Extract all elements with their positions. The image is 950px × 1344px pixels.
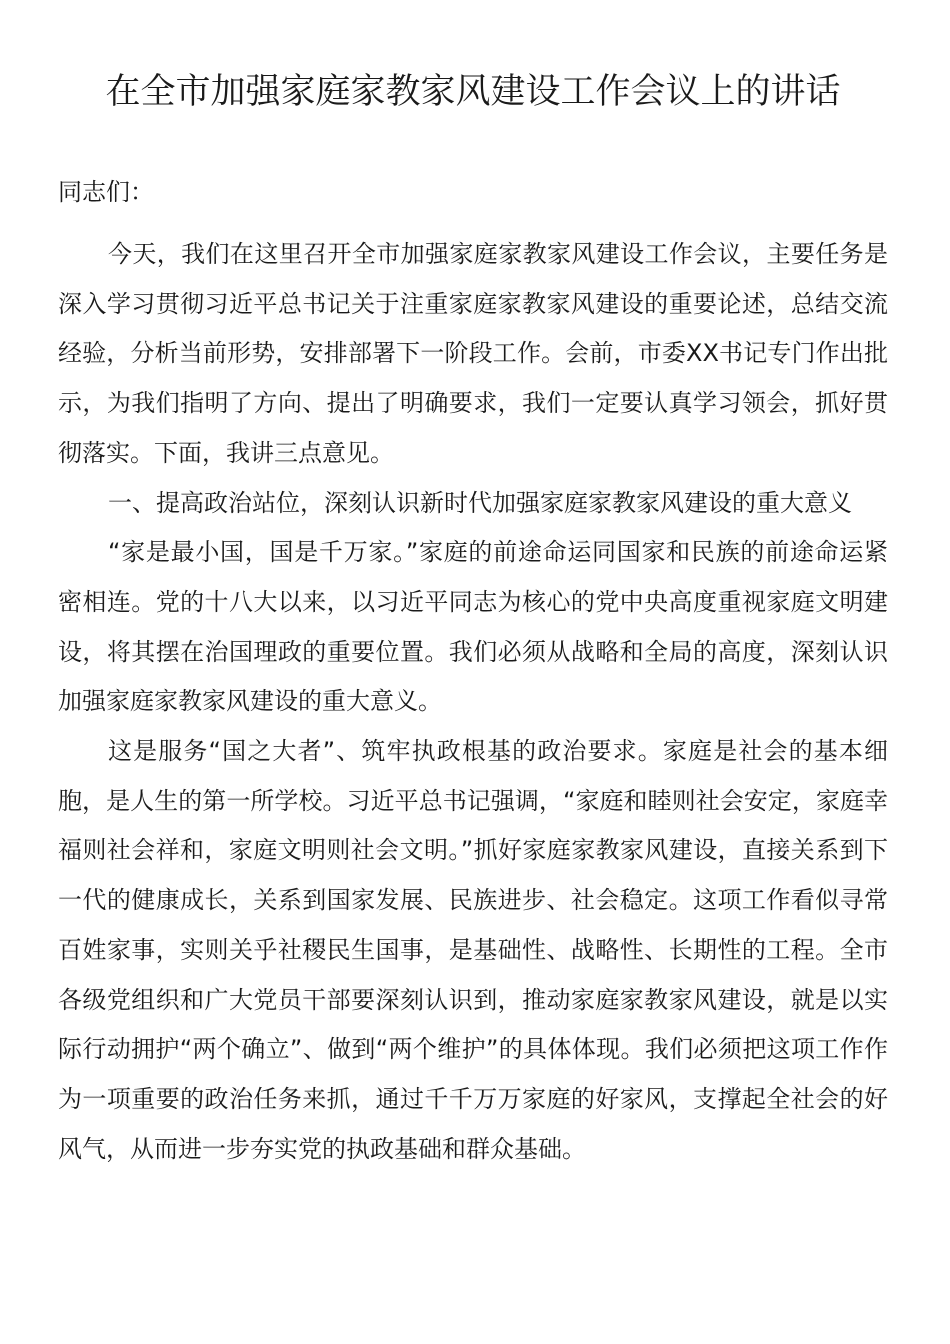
paragraph-quote: “家是最小国，国是千万家。”家庭的前途命运同国家和民族的前途命运紧密相连。党的十八大以来，以习近平同志为核心的党中央高度重视家庭文明建设，将其摆在治国理政的重要位置。我们必须从战略和全局的高度，深刻认识加强家庭家教家风建设的重大意义。 (58, 538, 888, 716)
section-heading-1: 一、提高政治站位，深刻认识新时代加强家庭家教家风建设的重大意义 (108, 488, 852, 517)
paragraph-political-requirement: 这是服务“国之大者”、筑牢执政根基的政治要求。家庭是社会的基本细胞，是人生的第一所学校。习近平总书记强调，“家庭和睦则社会安定，家庭幸福则社会祥和，家庭文明则社会文明。”抓好家庭家教家风建设，直接关系到下一代的健康成长，关系到国家发展、民族进步、社会稳定。这项工作看似寻常百姓家事，实则关乎社稷民生国事，是基础性、战略性、长期性的工程。全市各级党组织和广大党员干部要深刻认识到，推动家庭家教家风建设，就是以实际行动拥护“两个确立”、做到“两个维护”的具体体现。我们必须把这项工作作为一项重要的政治任务来抓，通过千千万万家庭的好家风，支撑起全社会的好风气，从而进一步夯实党的执政基础和群众基础。 (58, 737, 888, 1163)
salutation: 同志们： (58, 178, 154, 206)
page-title: 在全市加强家庭家教家风建设工作会议上的讲话 (105, 72, 841, 112)
paragraph-intro: 今天，我们在这里召开全市加强家庭家教家风建设工作会议，主要任务是深入学习贯彻习近平总书记关于注重家庭家教家风建设的重要论述，总结交流经验，分析当前形势，安排部署下一阶段工作。会前，市委XX书记专门作出批示，为我们指明了方向、提出了明确要求，我们一定要认真学习领会，抓好贯彻落实。下面，我讲三点意见。 (58, 240, 888, 467)
